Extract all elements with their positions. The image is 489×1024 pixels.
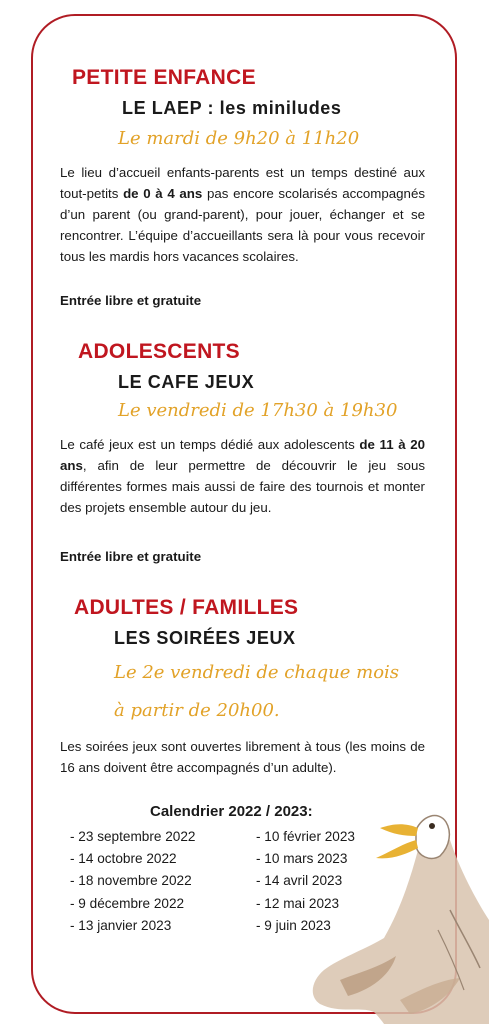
calendar-date: - 14 avril 2023 [256, 873, 343, 889]
section-heading-petite-enfance: PETITE ENFANCE [72, 66, 256, 89]
calendar-date: - 18 novembre 2022 [70, 873, 192, 889]
schedule-soirees-jeux-day: Le 2e vendredi de chaque mois [114, 662, 400, 683]
section-heading-adolescents: ADOLESCENTS [78, 340, 240, 363]
entry-note-laep: Entrée libre et gratuite [60, 293, 202, 308]
description-laep: Le lieu d’accueil enfants-parents est un temps destiné aux tout-petits de 0 à 4 ans pas encore scolarisés accompagnés d’un parent (ou grand-parent), pour jouer, échanger et se rencontrer. L’équipe d’accueillants sera là pour vous recevoir tous les mardis hors vacances scolaires. [60, 165, 425, 264]
calendar-list-left [70, 826, 195, 937]
section-heading-adultes: ADULTES / FAMILLES [74, 596, 299, 619]
goose-illustration [300, 800, 489, 1024]
calendar-date: - 12 mai 2023 [256, 895, 340, 911]
schedule-cafe-jeux: Le vendredi de 17h30 à 19h30 [118, 400, 398, 421]
section-subheading-cafe-jeux: LE CAFE JEUX [118, 372, 255, 392]
schedule-soirees-jeux-time: à partir de 20h00. [114, 700, 280, 721]
calendar-date: - 13 janvier 2023 [70, 917, 172, 933]
calendar-date: - 23 septembre 2022 [70, 829, 196, 844]
calendar-date: - 10 mars 2023 [256, 851, 348, 867]
calendar-date: - 10 février 2023 [256, 829, 355, 844]
section-subheading-laep: LE LAEP : les miniludes [122, 98, 342, 118]
section-subheading-soirees-jeux: LES SOIRÉES JEUX [114, 628, 296, 648]
calendar-date: - 9 juin 2023 [256, 917, 331, 933]
calendar-title: Calendrier 2022 / 2023: [150, 803, 313, 820]
calendar-date: - 14 octobre 2022 [70, 851, 177, 867]
entry-note-cafe-jeux: Entrée libre et gratuite [60, 549, 202, 564]
calendar-date: - 9 décembre 2022 [70, 895, 185, 911]
description-soirees-jeux: Les soirées jeux sont ouvertes librement à tous (les moins de 16 ans doivent être accompagnés d’un adulte). [60, 739, 425, 775]
description-cafe-jeux: Le café jeux est un temps dédié aux adolescents de 11 à 20 ans, afin de leur permettre de découvrir le jeu sous différentes formes mais aussi de faire des tournois et monter des projets ensemble autour du jeu. [60, 437, 425, 515]
schedule-laep: Le mardi de 9h20 à 11h20 [118, 128, 360, 149]
